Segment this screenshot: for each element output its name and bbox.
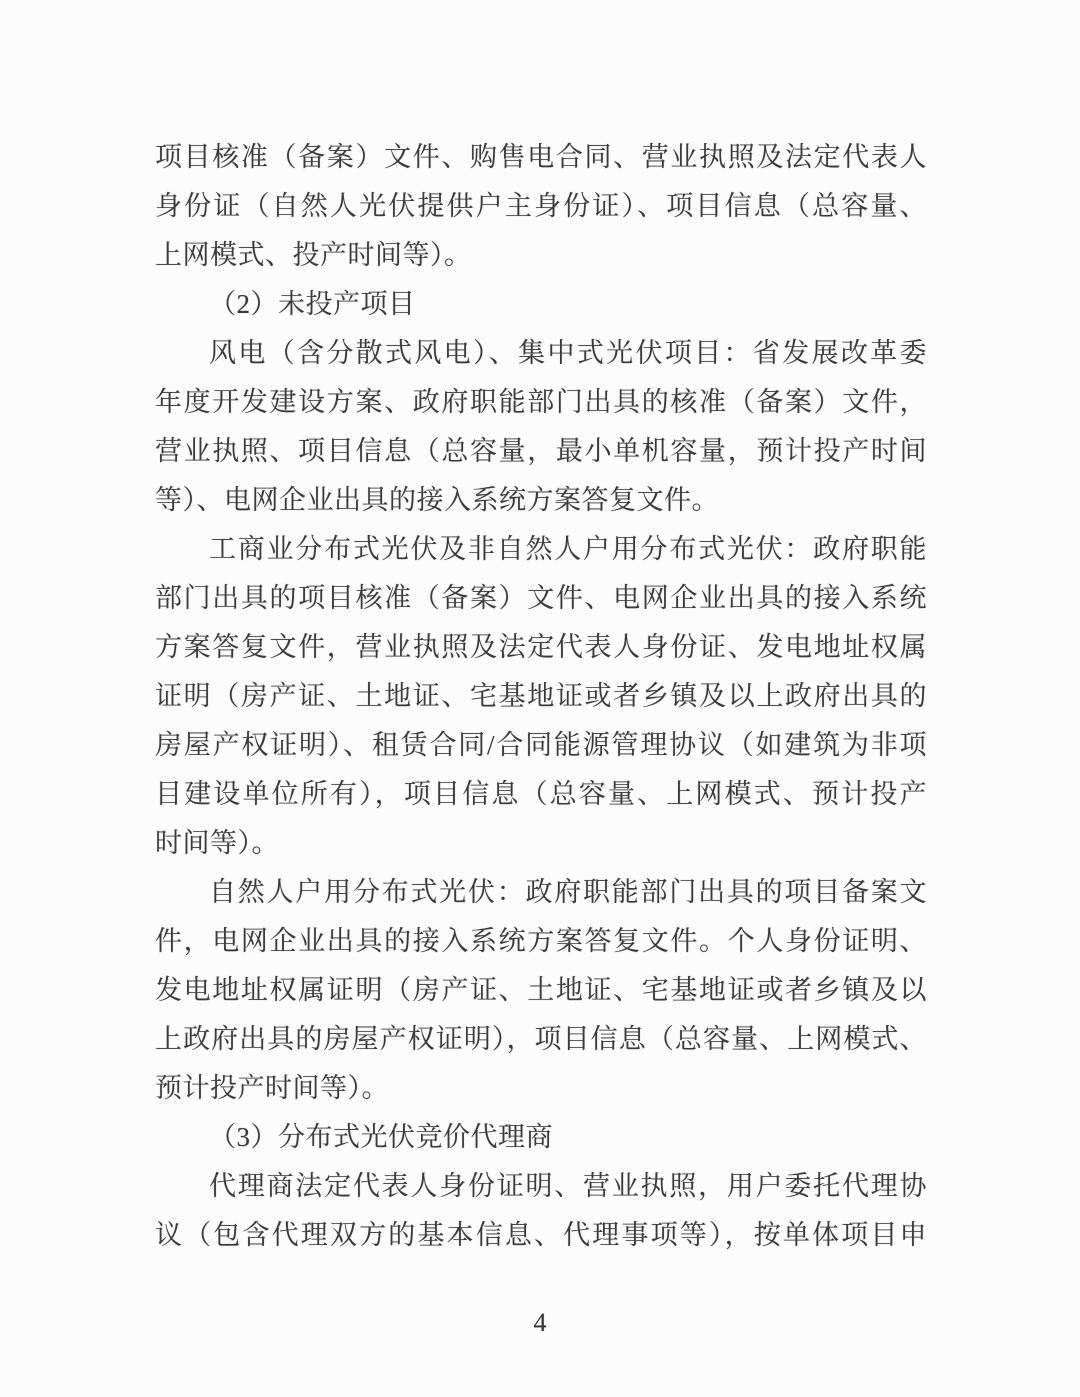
text-line: 时间等）。 (155, 828, 279, 858)
text-block (155, 133, 927, 1260)
text-line: （3）分布式光伏竞价代理商 (209, 1122, 553, 1152)
text-line: 代理商法定代表人身份证明、营业执照，用户委托代理协 (209, 1171, 927, 1201)
text-line: 上网模式、投产时间等）。 (155, 240, 472, 270)
text-line: 项目核准（备案）文件、购售电合同、营业执照及法定代表人 (155, 142, 927, 172)
text-line: 证明（房产证、土地证、宅基地证或者乡镇及以上政府出具的 (155, 681, 927, 711)
text-line: 营业执照、项目信息（总容量，最小单机容量，预计投产时间 (155, 436, 927, 466)
page-number: 4 (533, 1308, 547, 1337)
text-line: （2）未投产项目 (209, 289, 416, 319)
text-line: 风电（含分散式风电）、集中式光伏项目：省发展改革委 (209, 338, 927, 368)
text-line: 工商业分布式光伏及非自然人户用分布式光伏：政府职能 (209, 534, 927, 564)
text-line: 部门出具的项目核准（备案）文件、电网企业出具的接入系统 (155, 583, 927, 613)
text-line: 方案答复文件，营业执照及法定代表人身份证、发电地址权属 (155, 632, 927, 662)
text-line: 年度开发建设方案、政府职能部门出具的核准（备案）文件， (155, 387, 927, 417)
text-line: 上政府出具的房屋产权证明），项目信息（总容量、上网模式、 (155, 1024, 927, 1054)
text-line: 身份证（自然人光伏提供户主身份证）、项目信息（总容量、 (155, 191, 927, 221)
text-line: 预计投产时间等）。 (155, 1073, 389, 1103)
text-line: 等）、电网企业出具的接入系统方案答复文件。 (155, 485, 719, 515)
text-line: 自然人户用分布式光伏：政府职能部门出具的项目备案文 (209, 877, 927, 907)
text-line: 目建设单位所有），项目信息（总容量、上网模式、预计投产 (155, 779, 927, 809)
text-line: 件，电网企业出具的接入系统方案答复文件。个人身份证明、 (155, 926, 927, 956)
text-line: 发电地址权属证明（房产证、土地证、宅基地证或者乡镇及以 (155, 975, 927, 1005)
text-line: 议（包含代理双方的基本信息、代理事项等），按单体项目申 (155, 1220, 927, 1250)
text-line: 房屋产权证明）、租赁合同/合同能源管理协议（如建筑为非项 (155, 730, 927, 760)
